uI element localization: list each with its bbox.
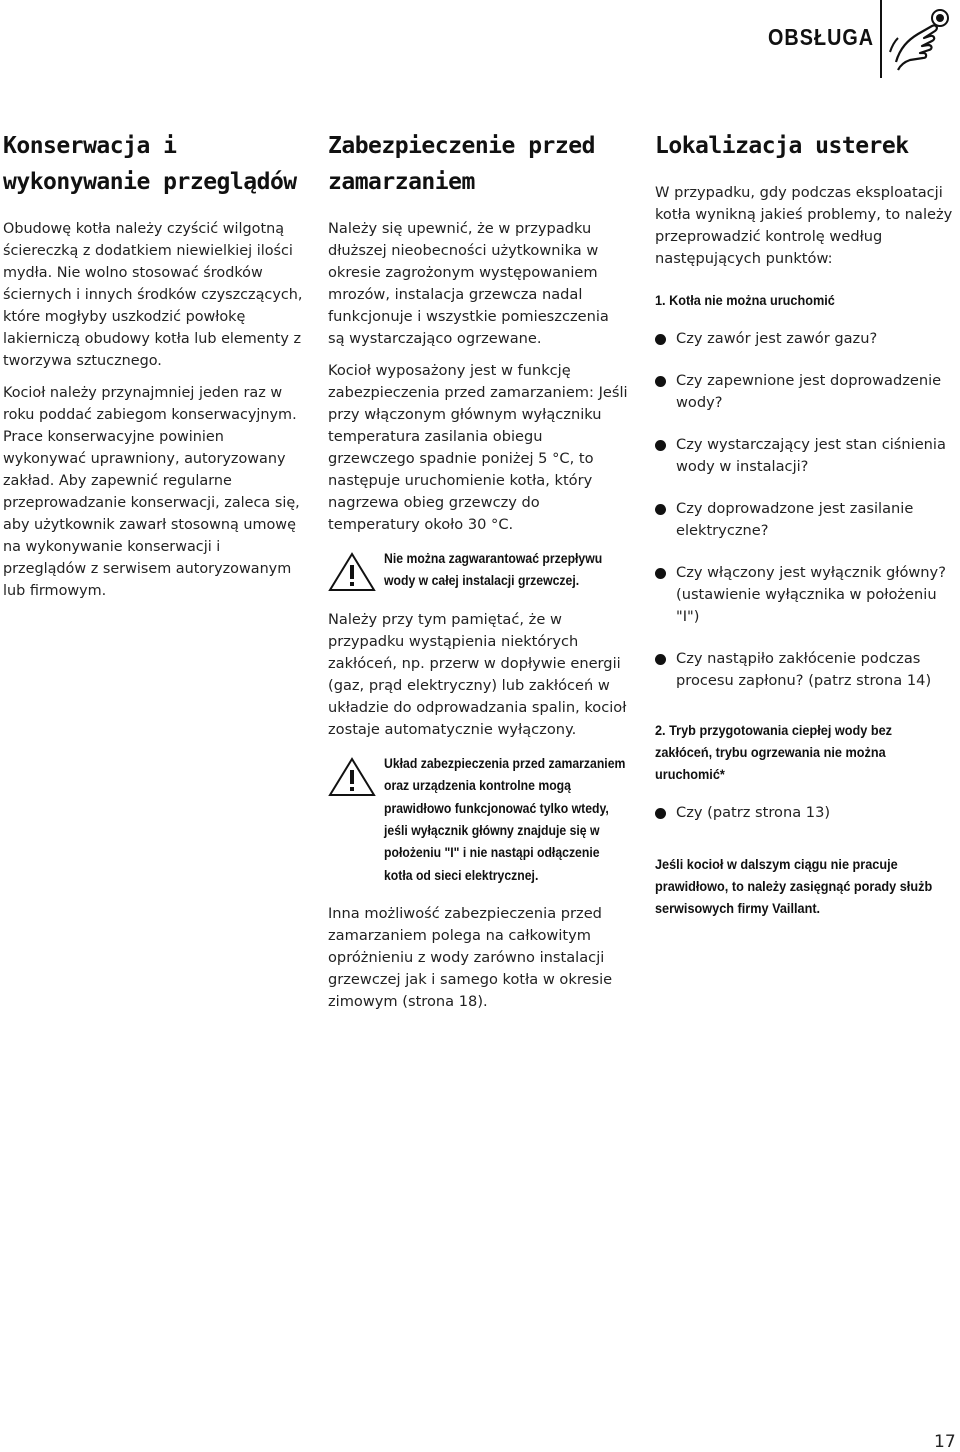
troubleshooting-intro: W przypadku, gdy podczas eksploatacji kotła wynikną jakieś problemy, to należy przeprowadzić kontrolę według następujących punktów: [655, 184, 953, 267]
column-maintenance [3, 128, 303, 612]
page-number: 17 [934, 1432, 956, 1452]
frost-paragraph-4: Inna możliwość zabezpieczenia przed zamarzaniem polega na całkowitym opróżnieniu z wody zarówno instalacji grzewczej jak i samego kotła w okresie zimowym (strona 18). [328, 905, 613, 1011]
list-item: Czy zawór jest zawór gazu? [655, 328, 955, 350]
frost-paragraph-2: Kocioł wyposażony jest w funkcję zabezpieczenia przed zamarzaniem: Jeśli przy włączonym głównym wyłączniku temperatura zasilania obiegu grzewczego spadnie poniżej 5 °C, to następuje uruchomienie kotła, który nagrzewa obieg grzewczy do temperatury około 30 °C. [328, 362, 628, 533]
warning-note-2 [328, 753, 628, 887]
list-item: Czy zapewnione jest doprowadzenie wody? [655, 370, 955, 414]
list-item: Czy nastąpiło zakłócenie podczas procesu zapłonu? (patrz strona 14) [655, 648, 955, 692]
troubleshooting-heading: Lokalizacja usterek [655, 133, 909, 159]
section-1-heading: 1. Kotła nie można uruchomić [655, 293, 835, 308]
section-1-checklist [655, 328, 955, 692]
list-item: Czy włączony jest wyłącznik główny? (ustawienie wyłącznika w położeniu "I") [655, 562, 955, 628]
warning-triangle-icon [328, 757, 376, 797]
frost-paragraph-1: Należy się upewnić, że w przypadku dłuższej nieobecności użytkownika w okresie zagrożonym występowaniem mrozów, instalacja grzewcza nadal funkcjonuje i wszystkie pomieszczenia są wystarczająco ogrzewane. [328, 220, 609, 347]
warning-triangle-icon [328, 552, 376, 592]
maintenance-paragraph-2: Kocioł należy przynajmniej jeden raz w roku poddać zabiegom konserwacyjnym. Prace konserwacyjne powinien wykonywać uprawniony, autoryzowany zakład. Aby zapewnić regularne przeprowadzanie konserwacji, zaleca się, aby użytkownik zawarł stosowną umowę na wykonywanie konserwacji i przeglądów z serwisem autoryzowanym lub firmowym. [3, 385, 300, 599]
list-item: Czy wystarczający jest stan ciśnienia wody w instalacji? [655, 434, 955, 478]
header-icon-frame [880, 0, 960, 78]
list-item: Czy doprowadzone jest zasilanie elektryczne? [655, 498, 955, 542]
section-2-checklist [655, 802, 955, 824]
warning-note-1 [328, 548, 628, 593]
closing-note: Jeśli kocioł w dalszym ciągu nie pracuje prawidłowo, to należy zasięgnąć porady służb serwisowych firmy Vaillant. [655, 857, 933, 916]
column-troubleshooting [655, 128, 955, 936]
section-title: OBSŁUGA [768, 24, 875, 50]
maintenance-heading: Konserwacja i wykonywanie przeglądów [3, 133, 297, 195]
warning-text-1: Nie można zagwarantować przepływu wody w całej instalacji grzewczej. [384, 551, 603, 589]
frost-paragraph-3: Należy przy tym pamiętać, że w przypadku wystąpienia niektórych zakłóceń, np. przerw w dopływie energii (gaz, prąd elektryczny) lub zakłóceń w układzie do odprowadzania spalin, kocioł zostaje automatycznie wyłączony. [328, 610, 627, 738]
column-frost-protection [328, 128, 628, 1023]
frost-heading: Zabezpieczenie przed zamarzaniem [328, 133, 595, 195]
warning-text-2: Układ zabezpieczenia przed zamarzaniem oraz urządzenia kontrolne mogą prawidłowo funkcjonować tylko wtedy, jeśli wyłącznik główny znajduje się w położeniu "I" i nie nastąpi odłączenie kotła od sieci elektrycznej. [384, 755, 626, 883]
hand-pressing-button-icon [882, 0, 960, 78]
maintenance-paragraph-1: Obudowę kotła należy czyścić wilgotną ściereczką z dodatkiem niewielkiej ilości mydła. Nie wolno stosować środków ściernych i innych środków czyszczących, które mogłyby uszkodzić powłokę lakierniczą obudowy kotła lub elementy z tworzywa sztucznego. [3, 221, 303, 369]
list-item: Czy (patrz strona 13) [655, 802, 955, 824]
section-2-heading: 2. Tryb przygotowania ciepłej wody bez zakłóceń, trybu ogrzewania nie można uruchomić* [655, 723, 893, 782]
